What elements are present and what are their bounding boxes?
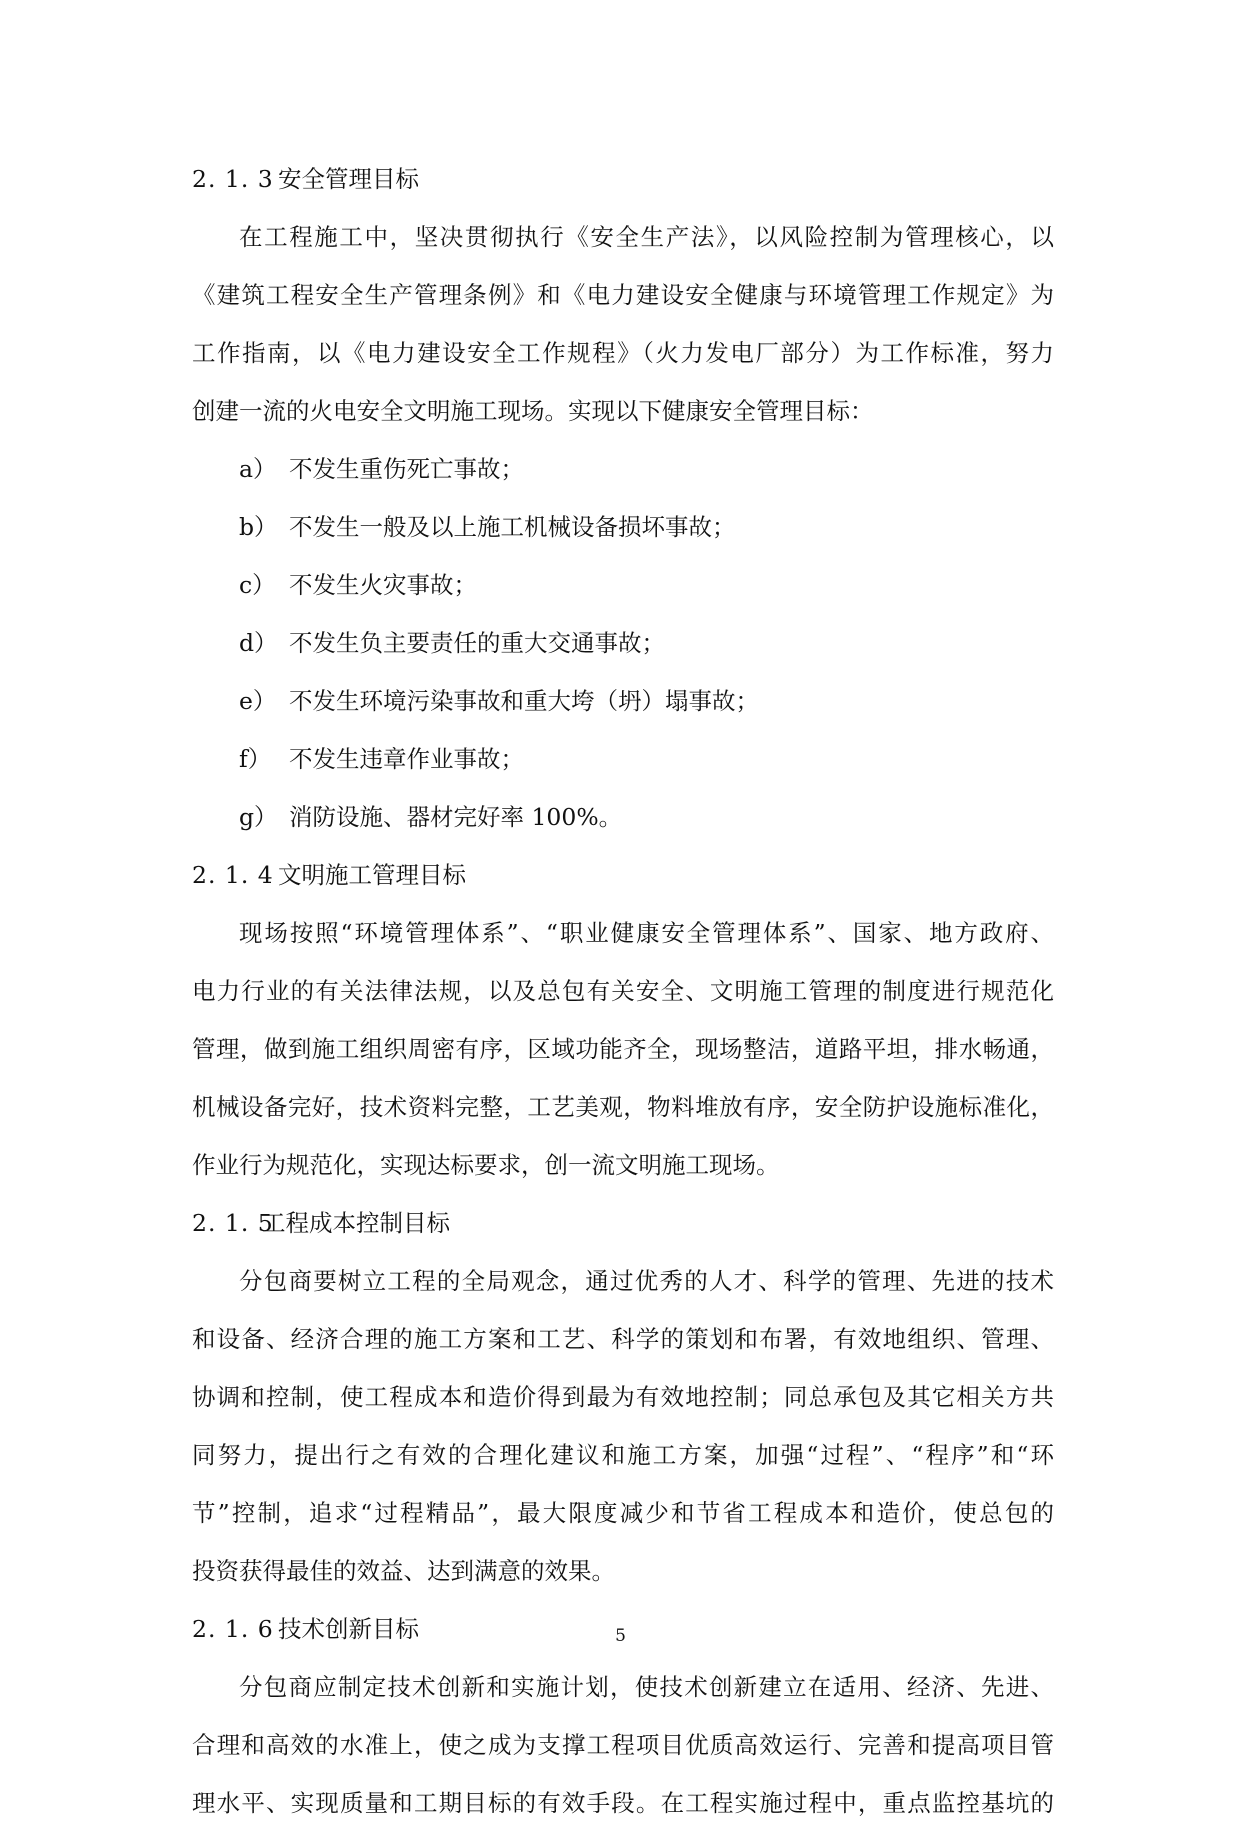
paragraph-line: 同努力，提出行之有效的合理化建议和施工方案，加强“过程”、“程序”和“环 (192, 1441, 1054, 1469)
paragraph-line: 和设备、经济合理的施工方案和工艺、科学的策划和布署，有效地组织、管理、 (192, 1325, 1054, 1353)
list-item-text: 不发生一般及以上施工机械设备损坏事故； (289, 513, 736, 541)
section-number: 2. 1. 5 (192, 1209, 274, 1237)
list-marker: d） (239, 629, 278, 657)
paragraph-line: 分包商要树立工程的全局观念，通过优秀的人才、科学的管理、先进的技术 (239, 1267, 1054, 1295)
paragraph-line: 作业行为规范化，实现达标要求，创一流文明施工现场。 (192, 1151, 780, 1179)
section-number: 2. 1. 3 (192, 165, 274, 193)
list-item (192, 730, 1054, 788)
paragraph-line: 《建筑工程安全生产管理条例》和《电力建设安全健康与环境管理工作规定》为 (192, 281, 1054, 309)
section-title: 技术创新目标 (278, 1615, 419, 1643)
list-marker: a） (239, 455, 277, 483)
paragraph-line: 电力行业的有关法律法规，以及总包有关安全、文明施工管理的制度进行规范化 (192, 977, 1054, 1005)
list-item-text: 消防设施、器材完好率 100%。 (289, 803, 623, 831)
list-item-text: 不发生违章作业事故； (289, 745, 524, 773)
paragraph-technical-innovation (192, 1658, 1054, 1832)
safety-goal-list (192, 440, 1054, 846)
list-item (192, 498, 1054, 556)
list-marker: g） (239, 803, 278, 831)
page-number: 5 (615, 1626, 626, 1646)
paragraph-line: 节”控制，追求“过程精品”，最大限度减少和节省工程成本和造价，使总包的 (192, 1499, 1054, 1527)
list-item (192, 614, 1054, 672)
list-item-text: 不发生火灾事故； (289, 571, 477, 599)
paragraph-line: 管理，做到施工组织周密有序，区域功能齐全，现场整洁，道路平坦，排水畅通， (192, 1035, 1054, 1063)
paragraph-line: 理水平、实现质量和工期目标的有效手段。在工程实施过程中，重点监控基坑的 (192, 1789, 1054, 1817)
section-title: 安全管理目标 (278, 165, 419, 193)
paragraph-line: 投资获得最佳的效益、达到满意的效果。 (192, 1557, 615, 1585)
list-item (192, 788, 1054, 846)
paragraph-line: 在工程施工中，坚决贯彻执行《安全生产法》，以风险控制为管理核心，以 (239, 223, 1054, 251)
paragraph-line: 机械设备完好，技术资料完整，工艺美观，物料堆放有序，安全防护设施标准化， (192, 1093, 1054, 1121)
paragraph-safety-goals (192, 208, 1054, 440)
paragraph-line: 工作指南，以《电力建设安全工作规程》（火力发电厂部分）为工作标准，努力 (192, 339, 1054, 367)
section-title: 文明施工管理目标 (278, 861, 466, 889)
list-item (192, 440, 1054, 498)
section-number: 2. 1. 6 (192, 1615, 274, 1643)
list-item-text: 不发生重伤死亡事故； (289, 455, 524, 483)
list-item (192, 672, 1054, 730)
paragraph-civilized-construction (192, 904, 1054, 1194)
paragraph-line: 分包商应制定技术创新和实施计划，使技术创新建立在适用、经济、先进、 (239, 1673, 1054, 1701)
list-marker: c） (239, 571, 276, 599)
section-heading-2-1-5 (192, 1194, 1054, 1252)
list-marker: e） (239, 687, 277, 715)
paragraph-cost-control (192, 1252, 1054, 1600)
document-body (192, 150, 1054, 1832)
paragraph-line: 创建一流的火电安全文明施工现场。实现以下健康安全管理目标： (192, 397, 874, 425)
list-marker: f） (239, 745, 272, 773)
section-heading-2-1-4 (192, 846, 1054, 904)
list-item (192, 556, 1054, 614)
section-heading-2-1-3 (192, 150, 1054, 208)
section-title: 工程成本控制目标 (262, 1209, 450, 1237)
list-item-text: 不发生环境污染事故和重大垮（坍）塌事故； (289, 687, 759, 715)
list-marker: b） (239, 513, 278, 541)
paragraph-line: 合理和高效的水准上，使之成为支撑工程项目优质高效运行、完善和提高项目管 (192, 1731, 1054, 1759)
paragraph-line: 现场按照“环境管理体系”、“职业健康安全管理体系”、国家、地方政府、 (239, 919, 1054, 947)
paragraph-line: 协调和控制，使工程成本和造价得到最为有效地控制；同总承包及其它相关方共 (192, 1383, 1054, 1411)
section-number: 2. 1. 4 (192, 861, 274, 889)
list-item-text: 不发生负主要责任的重大交通事故； (289, 629, 665, 657)
